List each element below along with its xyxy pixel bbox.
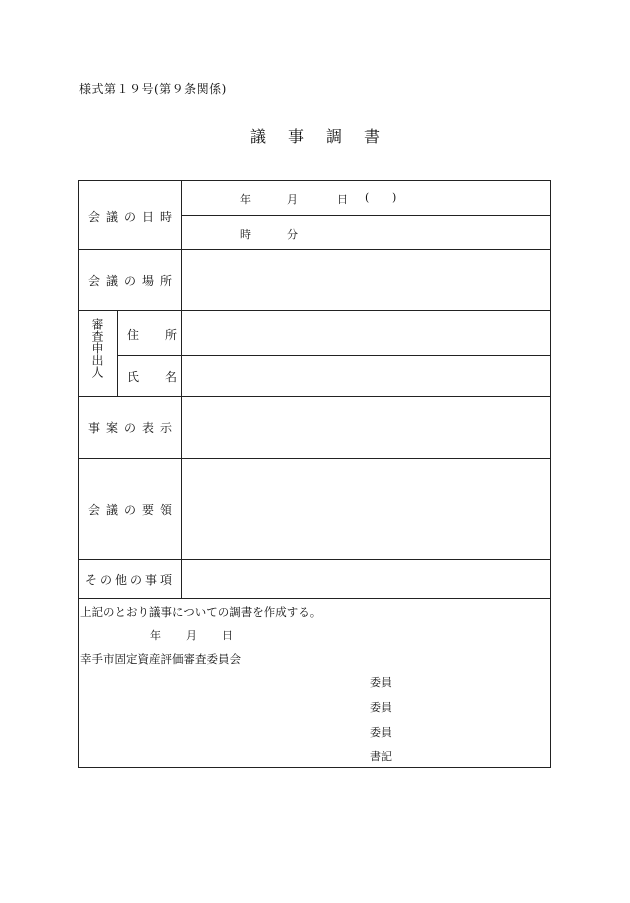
- meeting-datetime-label: 会議の日時: [88, 210, 179, 224]
- signatory-member-1: 委員: [370, 676, 392, 689]
- time-hour: 時: [240, 228, 251, 241]
- form-number: 様式第１９号(第９条関係): [79, 82, 227, 96]
- weekday-open-paren: (: [365, 191, 370, 204]
- minutes-form-table: [78, 180, 551, 768]
- row-divider-time: [181, 215, 551, 216]
- other-matters-label: その他の事項: [85, 573, 176, 587]
- name-label: 氏名: [127, 370, 204, 384]
- date-month: 月: [287, 193, 298, 206]
- applicant-label: 審査申出人: [90, 318, 104, 378]
- summary-label: 会議の要領: [88, 503, 179, 517]
- row-divider: [79, 598, 550, 599]
- row-divider: [79, 396, 550, 397]
- address-label: 住所: [127, 328, 204, 342]
- signatory-member-3: 委員: [370, 726, 392, 739]
- document-title: 議事調書: [249, 127, 402, 146]
- meeting-place-label: 会議の場所: [88, 274, 179, 288]
- footer-date-month: 月: [186, 629, 197, 642]
- weekday-close-paren: ): [392, 191, 397, 204]
- row-divider: [79, 310, 550, 311]
- statement-text: 上記のとおり議事についての調書を作成する。: [80, 605, 322, 619]
- column-divider: [181, 181, 182, 598]
- signatory-member-2: 委員: [370, 701, 392, 714]
- footer-date-year: 年: [150, 629, 161, 642]
- time-minute: 分: [287, 228, 298, 241]
- column-divider-applicant: [117, 310, 118, 396]
- row-divider: [79, 249, 550, 250]
- row-divider: [79, 559, 550, 560]
- signatory-clerk: 書記: [370, 750, 392, 763]
- date-day: 日: [337, 193, 348, 206]
- footer-date-day: 日: [222, 629, 233, 642]
- committee-name: 幸手市固定資産評価審査委員会: [80, 652, 241, 666]
- row-divider: [79, 458, 550, 459]
- case-label: 事案の表示: [88, 421, 179, 435]
- date-year: 年: [240, 193, 251, 206]
